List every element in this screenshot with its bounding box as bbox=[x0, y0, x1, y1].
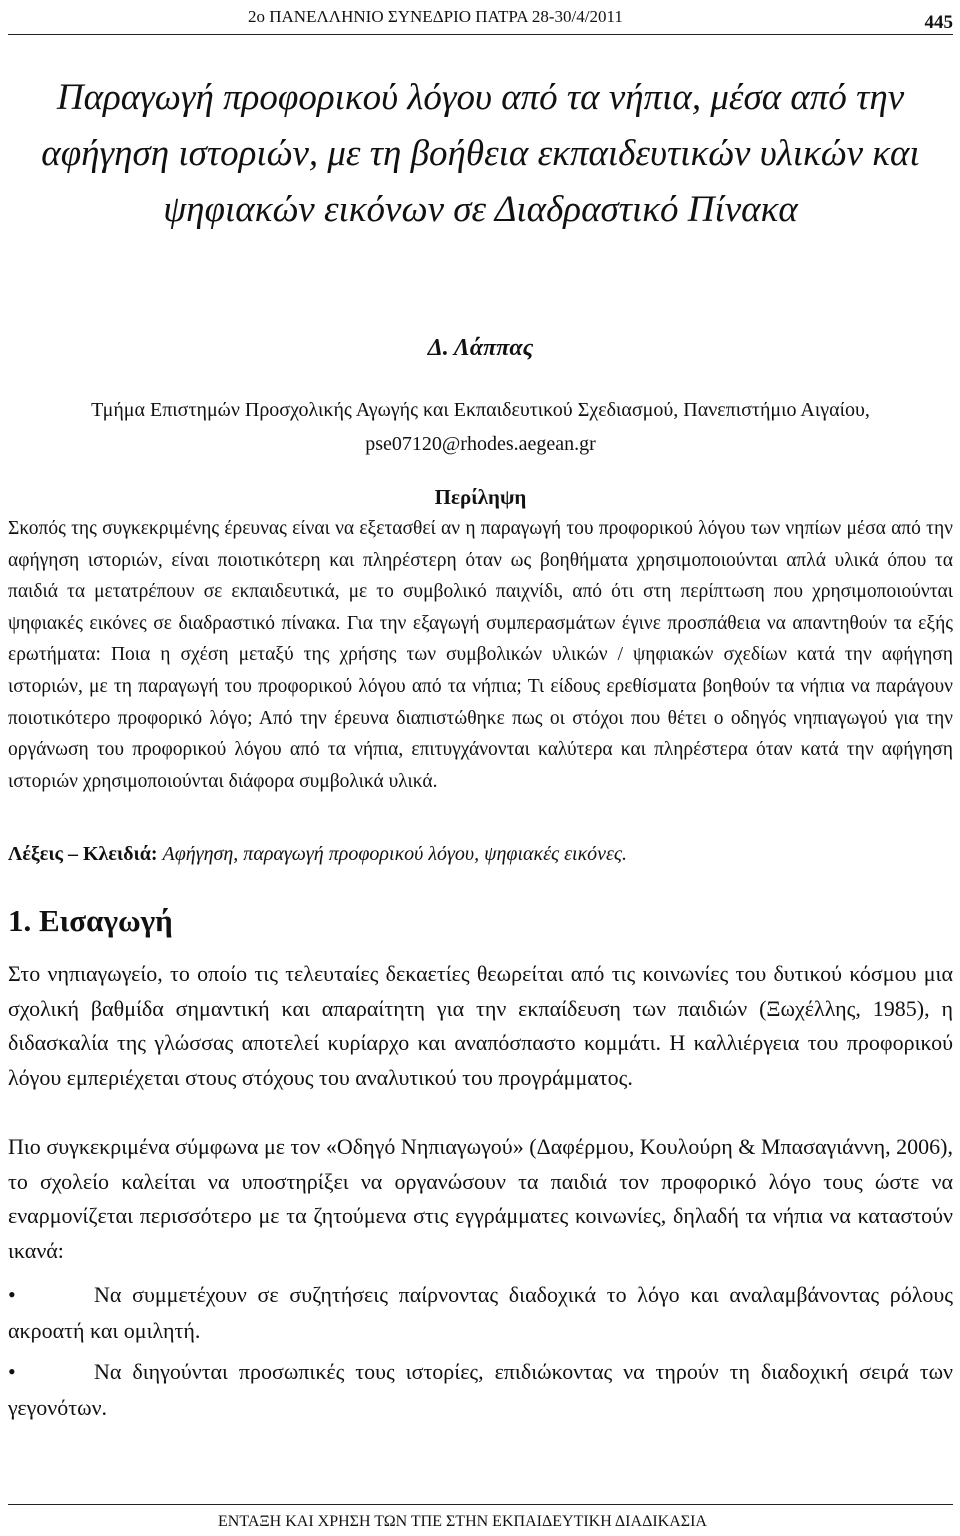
bullet-icon: • bbox=[8, 1359, 16, 1384]
bullet-item bbox=[8, 1277, 953, 1349]
author-name: Δ. Λάππας bbox=[427, 335, 534, 361]
author-affiliation: Τμήμα Επιστημών Προσχολικής Αγωγής και Εκπαιδευτικού Σχεδιασμού, Πανεπιστήμιο Αιγαίου, pse07120@rhodes.aegean.gr bbox=[91, 399, 870, 455]
keywords-value: Αφήγηση, παραγωγή προφορικού λόγου, ψηφιακές εικόνες. bbox=[162, 843, 628, 865]
paper-title: Παραγωγή προφορικού λόγου από τα νήπια, μέσα από την αφήγηση ιστοριών, με τη βοήθεια εκπαιδευτικών υλικών και ψηφιακών εικόνων σε Διαδραστικό Πίνακα bbox=[41, 77, 920, 230]
bullet-icon: • bbox=[8, 1282, 16, 1307]
body-paragraph: Πιο συγκεκριμένα σύμφωνα με τον «Οδηγό Νηπιαγωγού» (Δαφέρμου, Κουλούρη & Μπασαγιάννη, 2006), το σχολείο καλείται να υποστηρίξει να οργανώσουν τα παιδιά τον προφορικό λόγο τους ώστε να εναρμονίζεται περισσότερο με τα ζητούμενα στις εγγράμματες κοινωνίες, δηλαδή τα νήπια να καταστούν ικανά: bbox=[8, 1134, 953, 1263]
bullet-text: Να διηγούνται προσωπικές τους ιστορίες, επιδιώκοντας να τηρούν τη διαδοχική σειρά των γεγονότων. bbox=[8, 1359, 953, 1420]
conference-name: 2ο ΠΑΝΕΛΛΗΝΙΟ ΣΥΝΕΔΡΙΟ ΠΑΤΡΑ 28-30/4/2011 bbox=[248, 7, 623, 26]
abstract-heading: Περίληψη bbox=[434, 485, 527, 509]
page-header bbox=[8, 4, 953, 35]
body-paragraph: Στο νηπιαγωγείο, το οποίο τις τελευταίες δεκαετίες θεωρείται από τις κοινωνίες του δυτικού κόσμου μια σχολική βαθμίδα σημαντική και απαραίτητη για την εκπαίδευση των παιδιών (Ξωχέλλης, 1985), η διδασκαλία της γλώσσας αποτελεί κυρίαρχο και αναπόσπαστο κομμάτι. Η καλλιέργεια του προφορικού λόγου εμπεριέχεται στους στόχους του αναλυτικού του προγράμματος. bbox=[8, 961, 953, 1090]
page-number: 445 bbox=[924, 12, 953, 33]
bullet-text: Να συμμετέχουν σε συζητήσεις παίρνοντας διαδοχικά το λόγο και αναλαμβάνοντας ρόλους ακροατή και ομιλητή. bbox=[8, 1282, 953, 1343]
abstract-text: Σκοπός της συγκεκριμένης έρευνας είναι να εξετασθεί αν η παραγωγή του προφορικού λόγου των νηπίων μέσα από την αφήγηση ιστοριών, είναι ποιοτικότερη και πληρέστερη όταν ως βοηθήματα χρησιμοποιούνται απλά υλικά όπου τα παιδιά τα μετατρέπουν σε εκπαιδευτικά, με το συμβολικό παιχνίδι, από ότι στη περίπτωση που χρησιμοποιούνται ψηφιακές εικόνες σε διαδραστικό πίνακα. Για την εξαγωγή συμπερασμάτων έγινε προσπάθεια να απαντηθούν τα εξής ερωτήματα: Ποια η σχέση μεταξύ της χρήσης των συμβολικών υλικών / ψηφιακών σχεδίων κατά την αφήγηση ιστοριών, με τη παραγωγή του προφορικού λόγου από τα νήπια; Τι είδους ερεθίσματα βοηθούν τα νήπια να παράγουν ποιοτικότερο προφορικό λόγο; Από την έρευνα διαπιστώθηκε πως οι στόχοι που θέτει ο οδηγός νηπιαγωγού για την οργάνωση του προφορικού λόγου από τα νήπια, επιτυγχάνονται καλύτερα και πληρέστερα όταν κατά την αφήγηση ιστοριών χρησιμοποιούνται διάφορα συμβολικά υλικά. bbox=[8, 518, 953, 792]
keywords-line bbox=[8, 843, 953, 866]
footer-text: ΕΝΤΑΞΗ ΚΑΙ ΧΡΗΣΗ ΤΩΝ ΤΠΕ ΣΤΗΝ ΕΚΠΑΙΔΕΥΤΙΚΗ ΔΙΑΔΙΚΑΣΙΑ bbox=[218, 1513, 707, 1530]
keywords-label: Λέξεις – Κλειδιά: bbox=[8, 843, 158, 865]
section-heading: 1. Εισαγωγή bbox=[8, 903, 173, 938]
bullet-item bbox=[8, 1354, 953, 1426]
page-footer bbox=[8, 1504, 953, 1531]
